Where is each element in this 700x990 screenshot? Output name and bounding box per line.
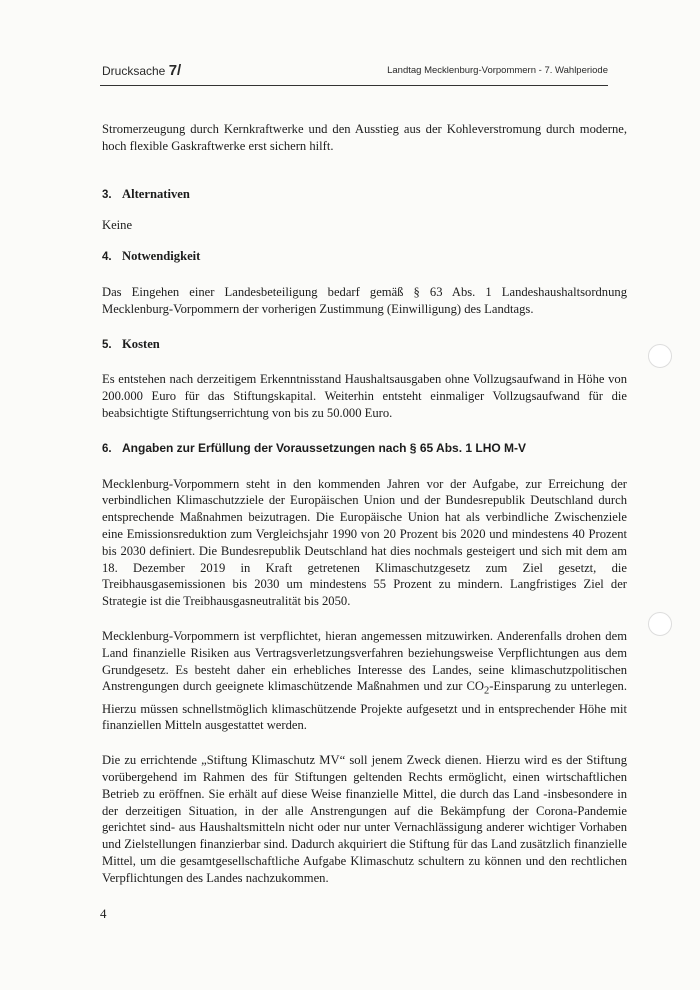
section-title: Angaben zur Erfüllung der Voraussetzungen nach § 65 Abs. 1 LHO M-V [122, 440, 527, 455]
paragraph-foundation: Die zu errichtende „Stiftung Klimaschutz MV“ soll jenem Zweck dienen. Hierzu wird es der Stiftung vorübergehend im Rahmen des für Stiftungen geltenden Rechts ermöglicht, einen wirtschaftlichen Betrieb zu eröffnen. Sie erhält auf diese Weise finanzielle Mittel, die durch das Land -insbesondere in der derzeitigen Situation, in der alle Anstrengungen auf die Bekämpfung der Corona-Pandemie gerichtet sind- aus Haushaltsmitteln nicht oder nur unter Vernachlässigung anderer wichtiger Vorhaben und Zielstellungen finanzierbar sind. Dadurch akquiriert die Stiftung für das Land zusätzlich finanzielle Mittel, um die gesamtgesellschaftliche Aufgabe Klimaschutz schultern zu können und den rechtlichen Verpflichtungen des Landes nachzukommen. [102, 753, 627, 885]
paragraph-intro: Stromerzeugung durch Kernkraftwerke und den Ausstieg aus der Kohleverstromung durch moderne, hoch flexible Gaskraftwerke erst sichern hilft. [102, 122, 627, 153]
document-number-value: 7/ [168, 62, 182, 79]
paragraph-alternatives: Keine [102, 218, 133, 233]
parliament-header: Landtag Mecklenburg-Vorpommern - 7. Wahlperiode [387, 65, 608, 76]
section-title: Alternativen [122, 186, 190, 201]
section-heading-alternatives [102, 186, 627, 204]
section-heading-necessity [102, 248, 627, 266]
header-divider [100, 85, 608, 86]
section-number: 5. [102, 338, 112, 351]
section-title: Kosten [122, 336, 160, 351]
document-number-label: Drucksache [102, 64, 166, 78]
paragraph-obligations-text-2: -Einsparung zu unterlegen. Hierzu müssen schnellstmöglich klimaschützende Projekte aufgesetzt und in entsprechender Höhe mit finanziellen Mitteln ausgestattet werden. [102, 679, 627, 733]
page-number: 4 [100, 906, 107, 921]
section-title: Notwendigkeit [122, 249, 201, 264]
punch-hole-mark [648, 612, 672, 636]
section-number: 4. [102, 251, 112, 264]
document-body [102, 121, 627, 887]
section-heading-costs [102, 336, 627, 354]
punch-hole-mark [648, 344, 672, 368]
paragraph-costs: Es entstehen nach derzeitigem Erkenntnisstand Haushaltsausgaben ohne Vollzugsaufwand in Höhe von 200.000 Euro für das Stiftungskapital. Weiterhin entsteht einmaliger Vollzugsaufwand für die beabsichtigte Stiftungserrichtung von bis zu 50.000 Euro. [102, 372, 627, 420]
document-number [102, 62, 181, 79]
co2-subscript: 2 [483, 685, 490, 697]
paragraph-climate-targets: Mecklenburg-Vorpommern steht in den kommenden Jahren vor der Aufgabe, zur Erreichung der verbindlichen Klimaschutzziele der Europäischen Union und der Bundesrepublik Deutschland durch entsprechende Maßnahmen beizutragen. Die Europäische Union hat als verbindliche Zwischenziele eine Emissionsreduktion zum Vergleichsjahr 1990 von 20 Prozent bis 2020 und mindestens 40 Prozent bis 2030 definiert. Die Bundesrepublik Deutschland hat dies nochmals gesteigert und sich mit dem am 18. Dezember 2019 in Kraft getretenen Klimaschutzgesetz zum Ziel gesetzt, die Treibhausgasemissionen bis 2030 um mindestens 55 Prozent zu mindern. Langfristiges Ziel der Strategie ist die Treibhausgasneutralität bis 2050. [102, 476, 627, 609]
paragraph-necessity: Das Eingehen einer Landesbeteiligung bedarf gemäß § 63 Abs. 1 Landeshaushaltsordnung Mecklenburg-Vorpommern der vorherigen Zustimmung (Einwilligung) des Landtags. [102, 284, 627, 316]
section-number: 3. [102, 188, 112, 201]
section-number: 6. [102, 442, 112, 455]
paragraph-obligations-text-1: Mecklenburg-Vorpommern ist verpflichtet, hieran angemessen mitzuwirken. Anderenfalls drohen dem Land finanzielle Risiken aus Vertragsverletzungsverfahren beziehungsweise Verpflichtungen aus dem Grundgesetz. Es besteht daher ein erhebliches Interesse des Landes, seine klimaschutzpolitischen Anstrengungen durch geeignete klimaschützende Maßnahmen und zur CO [102, 628, 627, 694]
section-heading-requirements [102, 440, 627, 458]
paragraph-obligations [102, 628, 627, 734]
